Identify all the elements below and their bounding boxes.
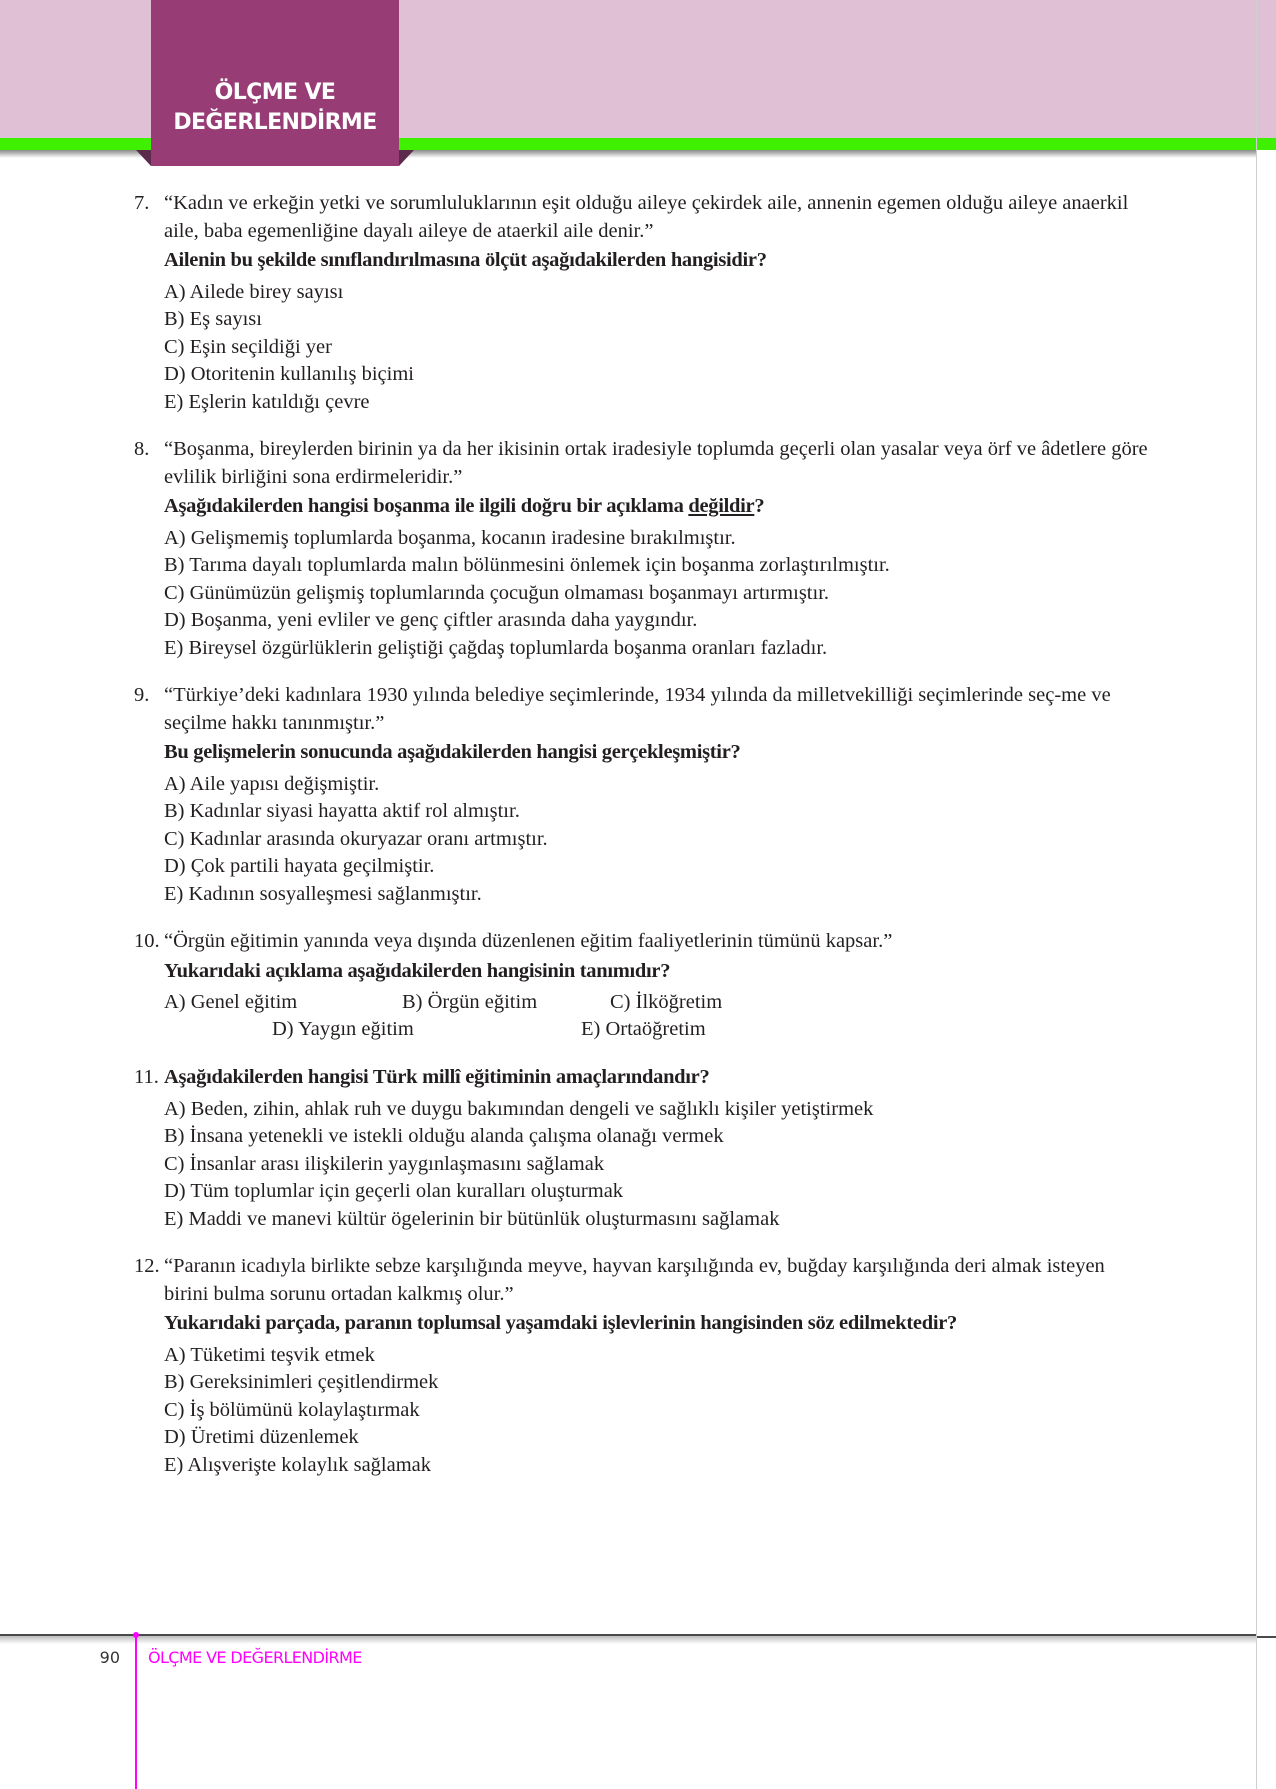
option-b: B) İnsana yetenekli ve istekli olduğu alanda çalışma olanağı vermek <box>164 1125 724 1147</box>
prompt-mark: ? <box>754 495 765 517</box>
footer-divider-dot <box>133 1632 139 1638</box>
question-10 <box>134 928 1154 1044</box>
question-prompt: Ailenin bu şekilde sınıflandırılmasına ölçüt aşağıdakilerden hangisidir? <box>164 249 767 271</box>
question-stem: “Paranın icadıyla birlikte sebze karşılığında meyve, hayvan karşılığında ev, buğday karşılığında deri almak isteyen birini bulma sorunu ortadan kalkmış olur.” <box>164 1255 1105 1305</box>
option-c: C) Günümüzün gelişmiş toplumlarında çocuğun olmaması boşanmayı artırmıştır. <box>164 581 830 604</box>
option-b: B) Eş sayısı <box>164 308 262 330</box>
question-number: 8. <box>134 438 150 460</box>
option-a: A) Gelişmemiş toplumlarda boşanma, kocanın iradesine bırakılmıştır. <box>164 526 736 549</box>
question-12 <box>134 1253 1154 1479</box>
option-e: E) Bireysel özgürlüklerin geliştiği çağdaş toplumlarda boşanma oranları fazladır. <box>164 636 828 659</box>
option-c: C) Eşin seçildiği yer <box>164 335 332 358</box>
question-stem: “Türkiye’deki kadınlara 1930 yılında belediye seçimlerinde, 1934 yılında da milletvekilliği seçimlerinde seç-me ve seçilme hakkı tanınmıştır.” <box>164 684 1111 734</box>
option-d: D) Yaygın eğitim <box>272 1018 414 1040</box>
section-tab <box>151 0 399 166</box>
question-7 <box>134 190 1154 416</box>
section-tab-line2: DEĞERLENDİRME <box>173 110 377 135</box>
option-e: E) Maddi ve manevi kültür ögelerinin bir bütünlük oluşturmasını sağlamak <box>164 1207 780 1230</box>
question-number: 11. <box>134 1066 159 1088</box>
question-number: 7. <box>134 192 150 214</box>
option-b: B) Tarıma dayalı toplumlarda malın bölünmesini önlemek için boşanma zorlaştırılmıştır. <box>164 554 890 576</box>
question-number: 9. <box>134 684 150 706</box>
option-b: B) Kadınlar siyasi hayatta aktif rol almıştır. <box>164 800 520 822</box>
option-a: A) Ailede birey sayısı <box>164 280 344 303</box>
option-b: B) Örgün eğitim <box>402 991 538 1013</box>
option-d: D) Otoritenin kullanılış biçimi <box>164 363 414 385</box>
footer-section-title: ÖLÇME VE DEĞERLENDİRME <box>148 1648 362 1667</box>
footer-divider <box>135 1634 137 1789</box>
footer-shadow <box>0 1636 1256 1644</box>
question-number: 12. <box>134 1255 160 1277</box>
option-a: A) Aile yapısı değişmiştir. <box>164 772 380 795</box>
option-a: A) Beden, zihin, ahlak ruh ve duygu bakımından dengeli ve sağlıklı kişiler yetiştirmek <box>164 1097 874 1120</box>
tab-fold-left <box>136 150 151 166</box>
section-tab-line1: ÖLÇME VE <box>214 80 336 105</box>
option-e: E) Kadının sosyalleşmesi sağlanmıştır. <box>164 882 482 905</box>
option-c: C) İş bölümünü kolaylaştırmak <box>164 1398 420 1421</box>
option-c: C) İlköğretim <box>610 991 723 1013</box>
option-e: E) Alışverişte kolaylık sağlamak <box>164 1453 432 1476</box>
option-d: D) Tüm toplumlar için geçerli olan kuralları oluşturmak <box>164 1180 624 1202</box>
prompt-negation: değildir <box>688 495 755 517</box>
option-d: D) Üretimi düzenlemek <box>164 1426 359 1448</box>
page-edge <box>1256 0 1257 1789</box>
question-prompt: Aşağıdakilerden hangisi Türk millî eğitiminin amaçlarındandır? <box>164 1066 710 1088</box>
question-stem: “Kadın ve erkeğin yetki ve sorumluluklarının eşit olduğu aileye çekirdek aile, annenin egemen olduğu aileye anaerkil aile, baba egemenliğine dayalı aileye de ataerkil aile denir.” <box>164 192 1129 242</box>
option-a: A) Tüketimi teşvik etmek <box>164 1343 375 1366</box>
tab-fold-right <box>399 150 414 166</box>
option-e: E) Ortaöğretim <box>581 1018 706 1040</box>
option-e: E) Eşlerin katıldığı çevre <box>164 390 370 413</box>
option-c: C) Kadınlar arasında okuryazar oranı artmıştır. <box>164 827 548 850</box>
question-prompt: Yukarıdaki parçada, paranın toplumsal yaşamdaki işlevlerinin hangisinden söz edilmektedir? <box>164 1312 957 1334</box>
question-9 <box>134 682 1154 908</box>
footer-rule-edge <box>1257 1636 1276 1638</box>
option-a: A) Genel eğitim <box>164 991 298 1013</box>
question-prompt: Bu gelişmelerin sonucunda aşağıdakilerden hangisi gerçekleşmiştir? <box>164 741 741 763</box>
question-number: 10. <box>134 930 160 952</box>
question-stem: “Örgün eğitimin yanında veya dışında düzenlenen eğitim faaliyetlerinin tümünü kapsar.” <box>164 930 893 952</box>
question-prompt: Yukarıdaki açıklama aşağıdakilerden hangisinin tanımıdır? <box>164 959 671 982</box>
question-prompt <box>164 493 1154 521</box>
options-grid <box>164 989 1154 1044</box>
prompt-text: Aşağıdakilerden hangisi boşanma ile ilgili doğru bir açıklama <box>164 495 689 517</box>
question-11 <box>134 1064 1154 1233</box>
option-b: B) Gereksinimleri çeşitlendirmek <box>164 1371 439 1393</box>
question-stem: “Boşanma, bireylerden birinin ya da her ikisinin ortak iradesiyle toplumda geçerli olan yasalar veya örf ve âdetlere göre evlilik birliğini sona erdirmeleridir.” <box>164 438 1148 488</box>
question-list <box>134 190 1154 1499</box>
option-d: D) Boşanma, yeni evliler ve genç çiftler arasında daha yaygındır. <box>164 609 698 631</box>
option-d: D) Çok partili hayata geçilmiştir. <box>164 855 435 877</box>
question-8 <box>134 436 1154 662</box>
page-number: 90 <box>99 1648 120 1667</box>
option-c: C) İnsanlar arası ilişkilerin yaygınlaşmasını sağlamak <box>164 1152 605 1175</box>
